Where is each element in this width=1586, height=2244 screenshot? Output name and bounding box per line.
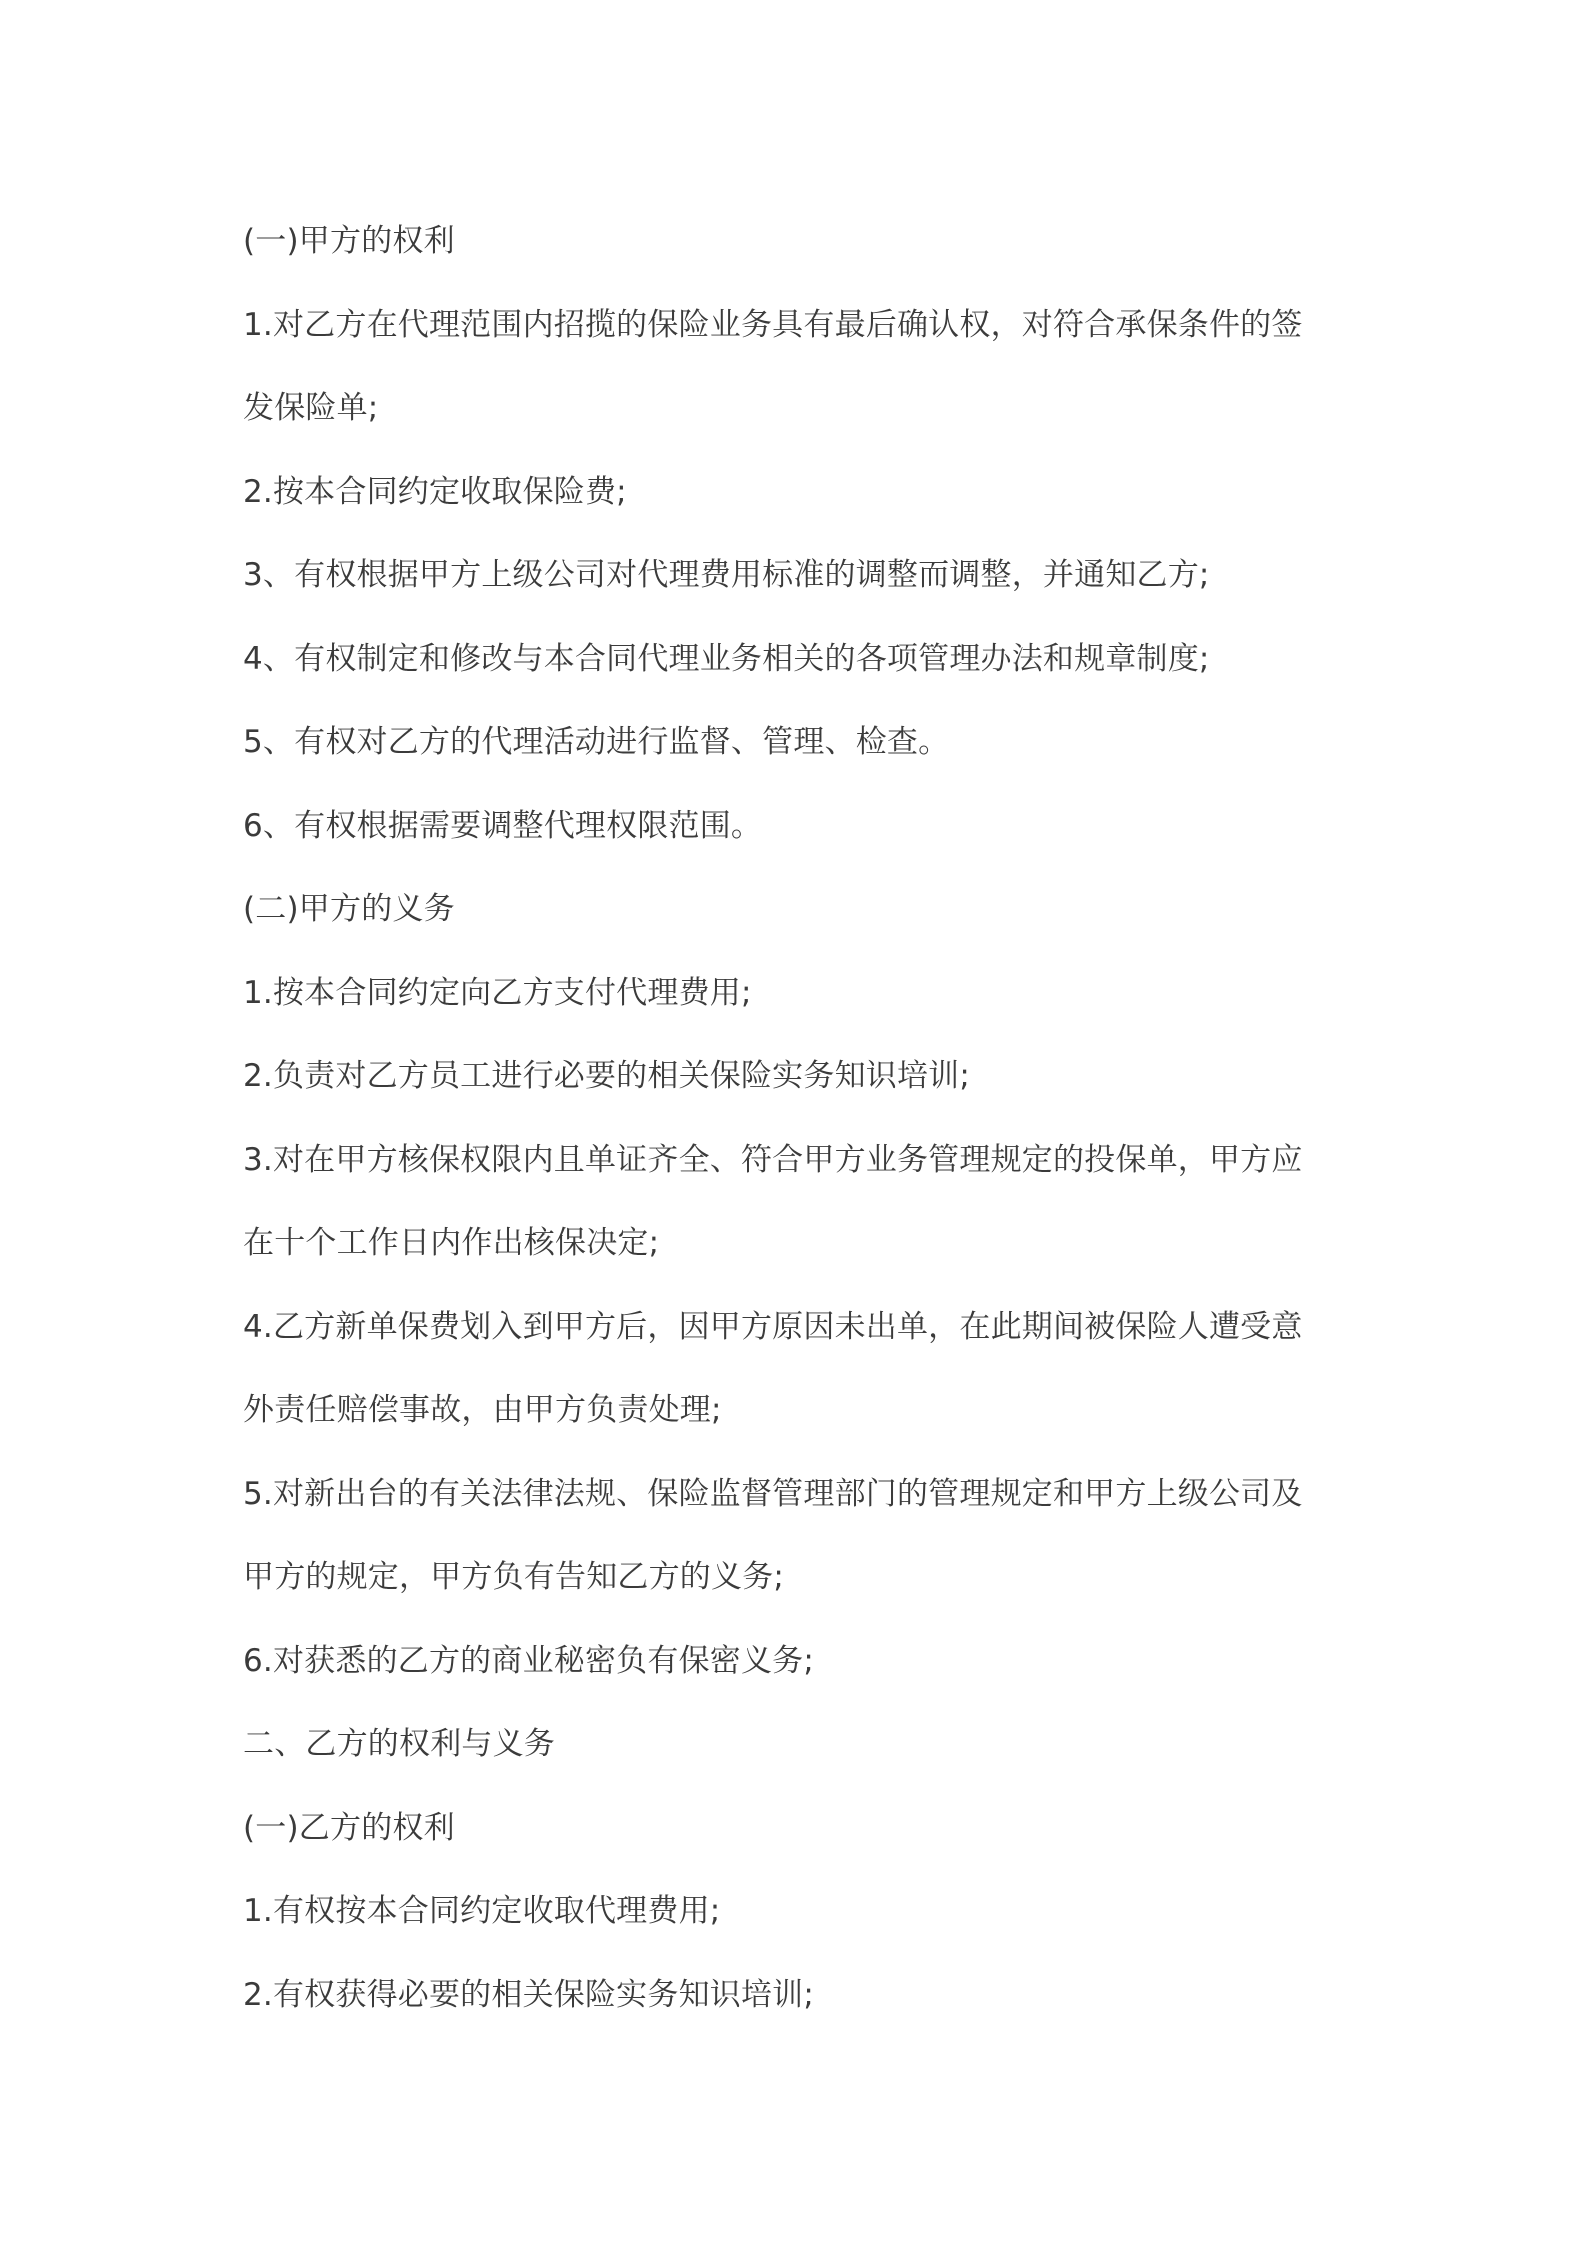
text-line: 3.对在甲方核保权限内且单证齐全、符合甲方业务管理规定的投保单，甲方应: [243, 1141, 1303, 1178]
text-line: 1.对乙方在代理范围内招揽的保险业务具有最后确认权，对符合承保条件的签: [243, 306, 1303, 343]
text-line: 2.有权获得必要的相关保险实务知识培训;: [243, 1976, 815, 2013]
text-line: 4.乙方新单保费划入到甲方后，因甲方原因未出单，在此期间被保险人遭受意: [243, 1308, 1303, 1345]
text-line: 在十个工作日内作出核保决定;: [243, 1225, 660, 1261]
text-line: 5.对新出台的有关法律法规、保险监督管理部门的管理规定和甲方上级公司及: [243, 1475, 1303, 1512]
text-line: 6、有权根据需要调整代理权限范围。: [243, 807, 763, 844]
text-line: 2.负责对乙方员工进行必要的相关保险实务知识培训;: [243, 1058, 971, 1094]
text-line: 4、有权制定和修改与本合同代理业务相关的各项管理办法和规章制度;: [243, 640, 1210, 677]
text-line: 1.有权按本合同约定收取代理费用;: [243, 1893, 721, 1929]
text-line: 外责任赔偿事故，由甲方负责处理;: [243, 1392, 722, 1428]
text-line: 2.按本合同约定收取保险费;: [243, 473, 627, 510]
document-body: [243, 200, 1343, 2037]
text-line: 5、有权对乙方的代理活动进行监督、管理、检查。: [243, 724, 950, 760]
text-line: 发保险单;: [243, 390, 379, 426]
text-line: 3、有权根据甲方上级公司对代理费用标准的调整而调整，并通知乙方;: [243, 557, 1210, 593]
heading-party-b-rights-obligations: 二、乙方的权利与义务: [243, 1726, 555, 1762]
text-line: 6.对获悉的乙方的商业秘密负有保密义务;: [243, 1642, 815, 1679]
heading-party-a-obligations: (二)甲方的义务: [243, 891, 455, 927]
heading-party-b-rights: (一)乙方的权利: [243, 1809, 455, 1846]
text-line: 1.按本合同约定向乙方支付代理费用;: [243, 974, 752, 1011]
heading-party-a-rights: (一)甲方的权利: [243, 223, 455, 259]
text-line: 甲方的规定，甲方负有告知乙方的义务;: [243, 1559, 785, 1595]
